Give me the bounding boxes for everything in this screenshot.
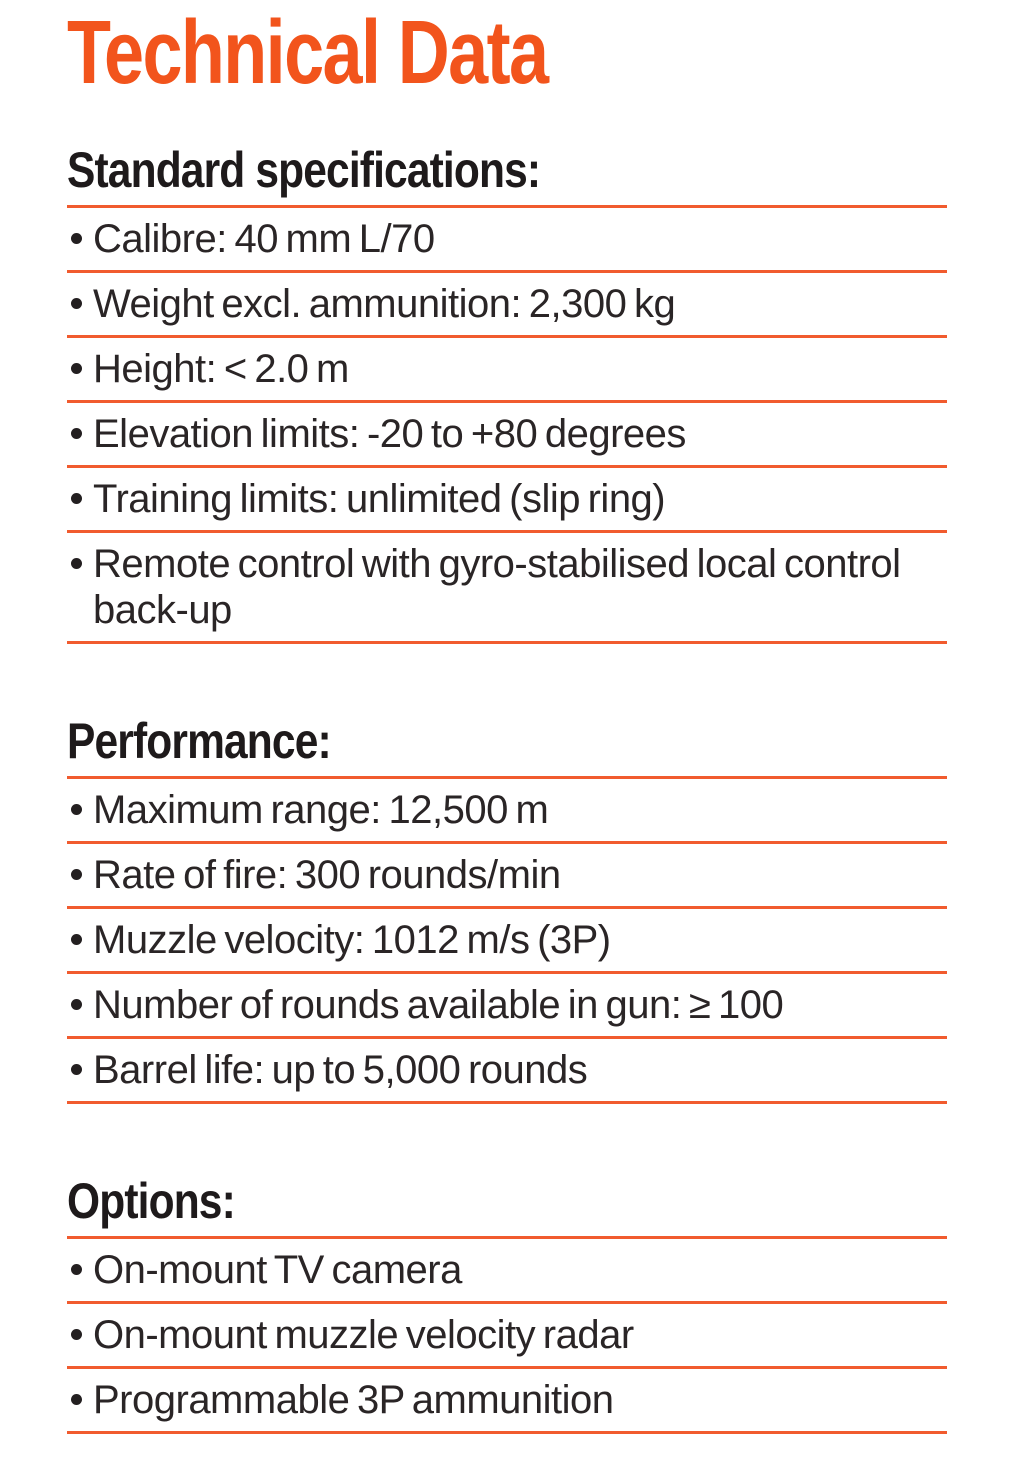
- spec-text: On-mount muzzle velocity radar: [93, 1313, 634, 1357]
- page-title: [67, 3, 947, 103]
- spec-text: Muzzle velocity: 1012 m/s (3P): [93, 918, 611, 962]
- spec-text: Calibre: 40 mm L/70: [93, 217, 435, 261]
- bullet-icon: [67, 1312, 93, 1340]
- spec-text: Elevation limits: -20 to +80 degrees: [93, 412, 686, 456]
- spec-row: [67, 1304, 947, 1369]
- bullet-icon: [67, 1377, 93, 1405]
- spec-text: Height: < 2.0 m: [93, 347, 349, 391]
- section-heading: [67, 1174, 947, 1239]
- spec-row: [67, 403, 947, 468]
- section-heading-text: Performance:: [67, 713, 331, 769]
- spec-text: Programmable 3P ammunition: [93, 1378, 614, 1422]
- bullet-icon: [67, 982, 93, 1010]
- section: [67, 143, 947, 644]
- page-title-text: Technical Data: [67, 3, 548, 103]
- section: [67, 1174, 947, 1434]
- spec-row: [67, 208, 947, 273]
- spec-row: [67, 273, 947, 338]
- spec-text: Barrel life: up to 5,000 rounds: [93, 1048, 588, 1092]
- bullet-icon: [67, 216, 93, 244]
- spec-row: [67, 844, 947, 909]
- spec-text: Number of rounds available in gun: ≥ 100: [93, 983, 784, 1027]
- bullet-icon: [67, 1047, 93, 1075]
- spec-row: [67, 779, 947, 844]
- section-heading: [67, 143, 947, 208]
- spec-text: Weight excl. ammunition: 2,300 kg: [93, 282, 676, 326]
- spec-text: Remote control with gyro-stabilised local control back-up: [93, 542, 901, 632]
- spec-row: [67, 338, 947, 403]
- spec-row: [67, 1369, 947, 1434]
- content: [67, 143, 947, 1434]
- spec-text: On-mount TV camera: [93, 1248, 462, 1292]
- spec-list: [67, 779, 947, 1104]
- bullet-icon: [67, 541, 93, 569]
- section-heading-text: Standard specifications:: [67, 142, 541, 198]
- bullet-icon: [67, 787, 93, 815]
- section: [67, 714, 947, 1104]
- spec-row: [67, 974, 947, 1039]
- spec-row: [67, 1239, 947, 1304]
- spec-list: [67, 1239, 947, 1434]
- spec-row: [67, 468, 947, 533]
- section-heading: [67, 714, 947, 779]
- bullet-icon: [67, 411, 93, 439]
- spec-row: [67, 1039, 947, 1104]
- spec-row: [67, 909, 947, 974]
- bullet-icon: [67, 852, 93, 880]
- spec-text: Training limits: unlimited (slip ring): [93, 477, 666, 521]
- bullet-icon: [67, 917, 93, 945]
- spec-list: [67, 208, 947, 644]
- spec-text: Maximum range: 12,500 m: [93, 788, 549, 832]
- bullet-icon: [67, 281, 93, 309]
- page: [0, 3, 1026, 1459]
- bullet-icon: [67, 1247, 93, 1275]
- section-heading-text: Options:: [67, 1173, 235, 1229]
- spec-row: [67, 533, 947, 644]
- bullet-icon: [67, 346, 93, 374]
- bullet-icon: [67, 476, 93, 504]
- spec-text: Rate of fire: 300 rounds/min: [93, 853, 561, 897]
